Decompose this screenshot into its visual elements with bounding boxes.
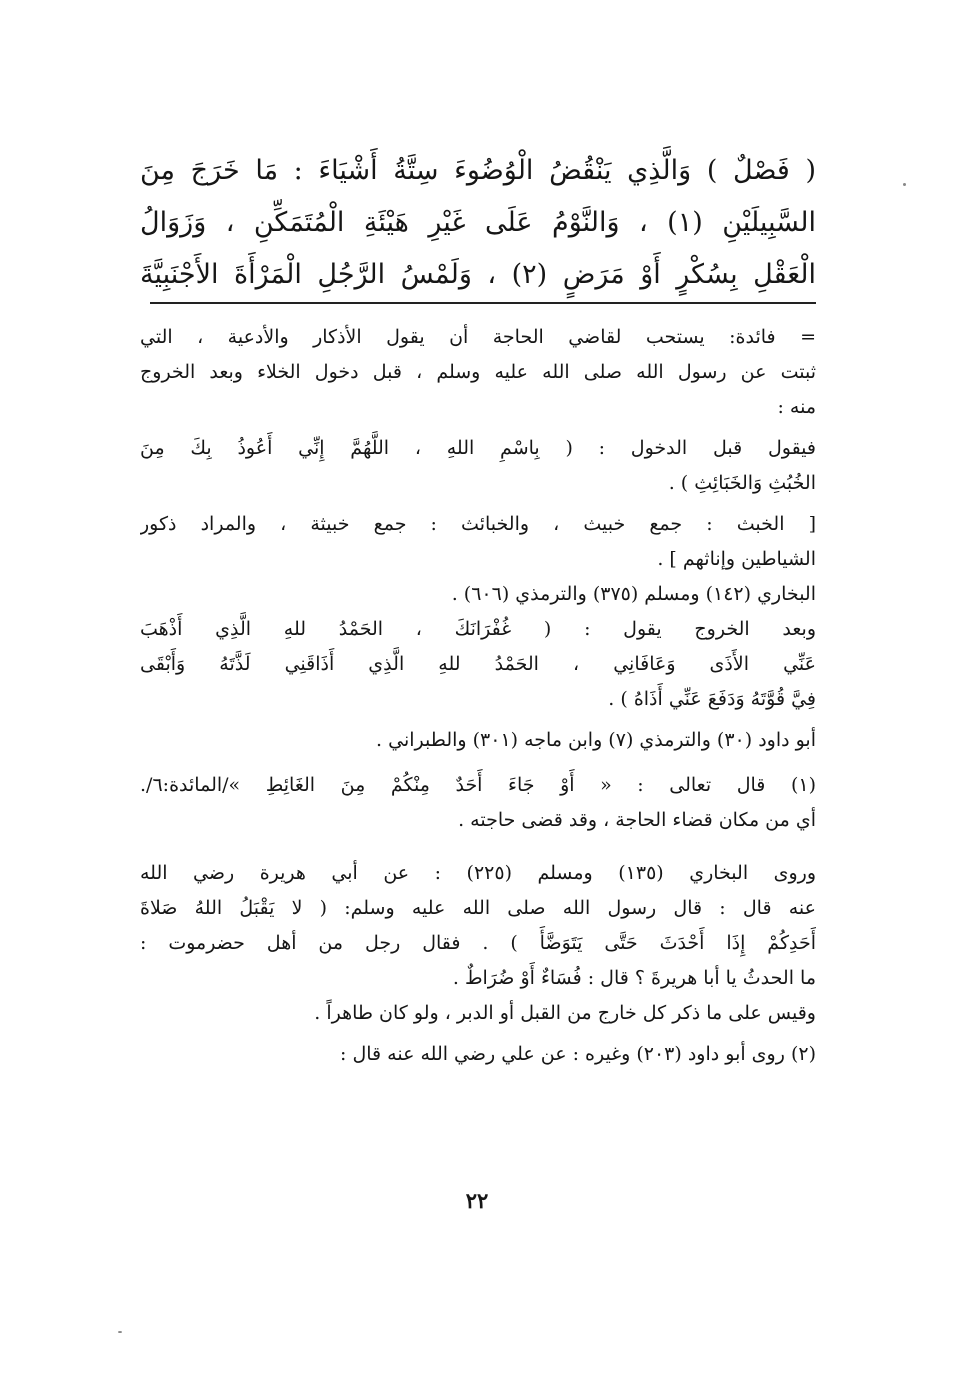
page-number: ٢٢ bbox=[465, 1188, 489, 1213]
note-line: البخاري (١٤٢) ومسلم (٣٧٥) والترمذي (٦٠٦) . bbox=[451, 583, 816, 605]
main-text-line: ( فَصْلٌ ) وَالَّذِي يَنْقُضُ الْوُضُوءَ سِتَّةُ أَشْيَاءَ : مَا خَرَجَ مِنَ bbox=[140, 155, 816, 186]
note-line: عَنِّي الأَذَى وَعَافَانِي ، الحَمْدُ للهِ الَّذِي أَذَاقَنِي لَذَّتَهُ وَأَبْقَى bbox=[140, 653, 816, 675]
note-line: منه : bbox=[777, 396, 816, 418]
note-line: ثبتت عن رسول الله صلى الله عليه وسلم ، قبل دخول الخلاء وبعد الخروج bbox=[140, 361, 816, 383]
note-line: = فائدة: يستحب لقاضي الحاجة أن يقول الأذكار والأدعية ، التي bbox=[140, 326, 816, 348]
note-line: وبعد الخروج يقول : ( غُفْرَانَكَ ، الحَمْدُ للهِ الَّذِي أَذْهَبَ bbox=[140, 618, 816, 640]
main-text-line: السَّبِيلَيْنِ (١) ، وَالنَّوْمُ عَلَى غَيْرِ هَيْئَةِ الْمُتَمَكِّنِ ، وَزَوَالُ bbox=[140, 207, 816, 238]
footnote-1-line: (١) قال تعالى : « أَوْ جَاءَ أَحَدٌ مِنْكُمْ مِنَ الغَائِطِ »/المائدة:٦/. bbox=[140, 774, 816, 796]
note-line: الخُبُثِ وَالخَبَائِثِ ) . bbox=[668, 472, 816, 494]
note-line: فِيَّ قُوَّتَهُ وَدَفَعَ عَنِّي أَذَاهُ ) . bbox=[608, 688, 816, 710]
footnote-1-line: أَحَدِكُمْ إِذَا أَحْدَثَ حَتَّى يَتَوَضَّأَ ) . فقال رجل من أهل حضرموت : bbox=[140, 932, 816, 954]
main-text-line: الْعَقْلِ بِسُكْرٍ أَوْ مَرَضٍ (٢) ، وَلَمْسُ الرَّجُلِ الْمَرْأَةَ الأَجْنَبِيَّةَ bbox=[140, 259, 816, 290]
note-line: [ الخبث : جمع خبيث ، والخبائث : جمع خبيثة ، والمراد ذكور bbox=[140, 513, 816, 535]
footnote-separator bbox=[150, 302, 816, 304]
footnote-1-line: وقيس على ما ذكر كل خارج من القبل أو الدبر ، ولو كان طاهراً . bbox=[314, 1002, 816, 1024]
note-line: الشياطين وإناثهم ] . bbox=[657, 548, 816, 570]
footnote-2-line: (٢) روى أبو داود (٢٠٣) وغيره : عن علي رضي الله عنه قال : bbox=[340, 1043, 816, 1065]
footnote-1-line: عنه قال : قال رسول الله صلى الله عليه وسلم: ( لا يَقْبَلُ اللهُ صَلاةَ bbox=[140, 897, 816, 919]
scan-speck bbox=[903, 183, 906, 186]
scan-speck bbox=[118, 1331, 122, 1333]
footnote-1-line: ما الحدثُ يا أبا هريرةَ ؟ قال : فُسَاءٌ أَوْ ضُرَاطٌ . bbox=[452, 967, 816, 989]
note-line: أبو داود (٣٠) والترمذي (٧) وابن ماجه (٣٠١) والطبراني . bbox=[376, 729, 816, 751]
footnote-1-line: وروى البخاري (١٣٥) ومسلم (٢٢٥) : عن أبي هريرة رضي الله bbox=[140, 862, 816, 884]
footnote-1-line: أي من مكان قضاء الحاجة ، وقد قضى حاجته . bbox=[458, 809, 816, 831]
note-line: فيقول قبل الدخول : ( بِاسْمِ اللهِ ، اللَّهُمَّ إِنِّي أَعُوذُ بِكَ مِنَ bbox=[140, 437, 816, 459]
main-text bbox=[140, 145, 816, 301]
footnotes bbox=[140, 320, 816, 1072]
